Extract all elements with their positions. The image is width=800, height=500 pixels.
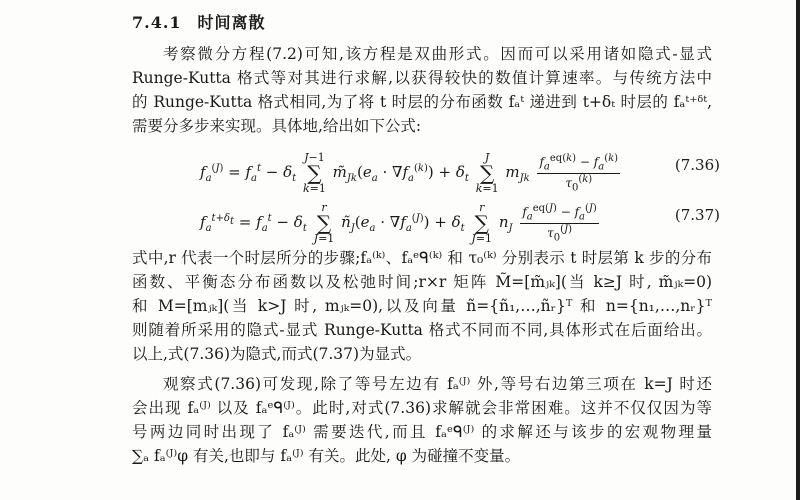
text-line: 式中,r 代表一个时层所分的步骤;fₐ⁽ᵏ⁾、fₐᵉᑫ⁽ᵏ⁾ 和 τ₀⁽ᵏ⁾ 分别表示 t 时层第 k 步的分布 — [132, 249, 712, 267]
paragraph-2 — [132, 246, 712, 366]
equation-7-36 — [200, 146, 720, 195]
equation-body: $f_a^{(J)} = f_a^t - \delta_t$ J−1 ∑ k=1 $m̃_{Jk}(e_a \cdot \nabla f_a^{(k)}) + \delta_t$ J ∑ k=1 $m_{Jk}$ $\frac{f_a^{eq(k)} - f_a^{(k)}}{\tau_0^{(k)}}$ — [200, 151, 619, 195]
text-line: 和 M=[mⱼₖ](当 k>J 时, mⱼₖ=0),以及向量 ñ={ñ₁,…,ñᵣ}ᵀ 和 n={n₁,…,nᵣ}ᵀ — [132, 297, 712, 315]
text-line: 的 Runge-Kutta 格式相同,为了将 t 时层的分布函数 fₐᵗ 递进到 t+δₜ 时层的 fₐᵗ⁺ᵟᵗ, — [132, 93, 712, 111]
text-line: Runge-Kutta 格式等对其进行求解,以获得较快的数值计算速率。与传统方法中 — [132, 69, 712, 87]
text-line: 号两边同时出现了 fₐ⁽ᴶ⁾ 需要迭代,而且 fₐᵉᑫ⁽ᴶ⁾ 的求解还与该步的宏观物理量 — [132, 423, 712, 441]
text-line: 观察式(7.36)可发现,除了等号左边有 fₐ⁽ᴶ⁾ 外,等号右边第三项在 k=J 时还 — [163, 375, 712, 393]
section-title: 时间离散 — [197, 13, 266, 32]
text-line: 会出现 fₐ⁽ᴶ⁾ 以及 fₐᵉᑫ⁽ᴶ⁾。此时,对式(7.36)求解就会非常困难。这并不仅仅因为等 — [132, 399, 712, 417]
text-line: 以上,式(7.36)为隐式,而式(7.37)为显式。 — [132, 345, 422, 363]
section-number: 7.4.1 — [132, 13, 182, 32]
text-line: 考察微分方程(7.2)可知,该方程是双曲形式。因而可以采用诸如隐式-显式 — [163, 45, 712, 63]
equation-body: $f_a^{t+\delta_t} = f_a^t - \delta_t$ r ∑ J=1 $ñ_J(e_a \cdot \nabla f_a^{(J)}) + \delta_t$ r ∑ J=1 $n_J$ $\frac{f_a^{eq(J)} - f_a^{(J)}}{\tau_0^{(J)}}$ — [200, 201, 597, 245]
page-edge-shadow — [796, 0, 800, 500]
text-line: ∑ₐ fₐ⁽ᴶ⁾φ 有关,也即与 fₐ⁽ᴶ⁾ 有关。此处, φ 为碰撞不变量。 — [132, 447, 521, 465]
text-line: 则随着所采用的隐式-显式 Runge-Kutta 格式不同而不同,具体形式在后面给出。 — [132, 321, 712, 339]
equation-number: (7.36) — [674, 156, 720, 174]
equation-number: (7.37) — [674, 206, 720, 224]
text-line: 需要分多步来实现。具体地,给出如下公式: — [132, 117, 422, 135]
text-line: 函数、平衡态分布函数以及松弛时间;r×r 矩阵 M̃=[m̃ⱼₖ](当 k≥J 时, m̃ⱼₖ=0) — [132, 273, 712, 291]
paragraph-1 — [132, 42, 712, 138]
section-heading — [132, 10, 266, 33]
equation-7-37 — [200, 196, 720, 245]
paragraph-3 — [132, 372, 712, 468]
